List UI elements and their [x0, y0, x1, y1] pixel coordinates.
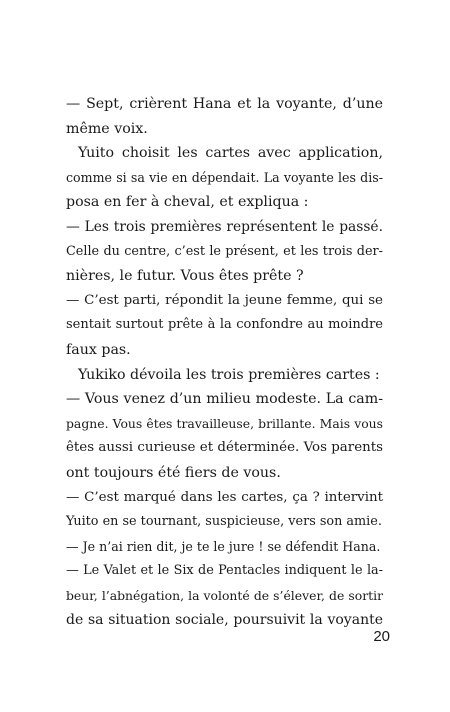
text-line: nières, le futur. Vous êtes prête ? — [66, 268, 304, 285]
page-number: 20 — [373, 628, 390, 645]
text-line: posa en fer à cheval, et expliqua : — [66, 194, 309, 211]
text-line: — C’est marqué dans les cartes, ça ? intervint — [66, 489, 383, 505]
text-line: — Vous venez d’un milieu modeste. La cam- — [66, 391, 383, 408]
text-line: de sa situation sociale, poursuivit la voyante — [66, 612, 383, 629]
text-line: — Je n’ai rien dit, je te le jure ! se défendit Hana. — [66, 538, 381, 554]
text-line: sentait surtout prête à la confondre au moindre — [66, 317, 383, 333]
text-line: — Sept, crièrent Hana et la voyante, d’une — [66, 96, 383, 112]
text-line: Yuito en se tournant, suspicieuse, vers son amie. — [66, 514, 382, 530]
text-line: Yuito choisit les cartes avec application, — [78, 145, 383, 162]
text-line: — C’est parti, répondit la jeune femme, qui se — [66, 292, 383, 308]
text-line: même voix. — [66, 120, 148, 137]
text-line: beur, l’abnégation, la volonté de s’élever, de sortir — [66, 587, 383, 603]
text-line: — Les trois premières représentent le passé. — [66, 218, 383, 235]
text-line: Yukiko dévoila les trois premières cartes : — [78, 366, 380, 383]
text-line: Celle du centre, c’est le présent, et les trois der- — [66, 243, 383, 259]
book-page-text — [66, 92, 383, 633]
text-line: comme si sa vie en dépendait. La voyante les dis- — [66, 169, 383, 185]
text-line: faux pas. — [66, 341, 131, 358]
text-line: êtes aussi curieuse et déterminée. Vos parents — [66, 440, 383, 456]
text-line: ont toujours été fiers de vous. — [66, 464, 281, 481]
text-line: pagne. Vous êtes travailleuse, brillante. Mais vous — [66, 415, 383, 431]
text-line: — Le Valet et le Six de Pentacles indiquent le la- — [66, 563, 383, 579]
